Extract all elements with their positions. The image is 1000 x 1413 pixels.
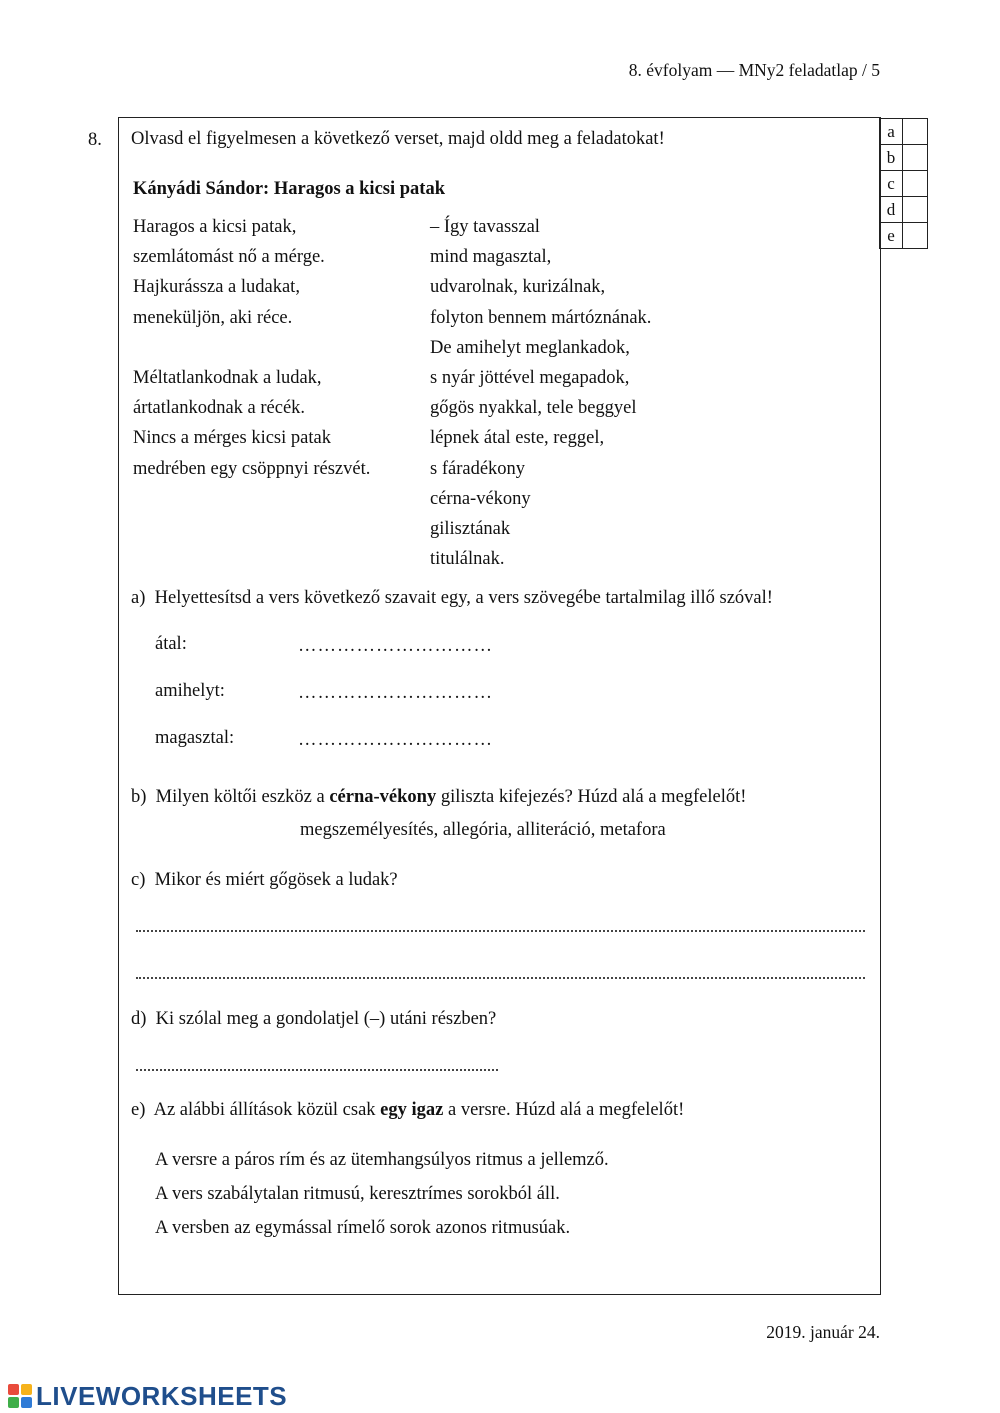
- statement-3[interactable]: A versben az egymással rímelő sorok azonos ritmusúak.: [155, 1218, 571, 1238]
- question-c: [131, 870, 398, 891]
- poem-line: lépnek átal este, reggel,: [430, 428, 605, 449]
- poem-stanza-gap: [133, 333, 370, 363]
- poem-column-right: [430, 212, 651, 574]
- score-label-a: a: [880, 119, 903, 145]
- poem-column-left: [133, 212, 370, 484]
- poem-line: folyton bennem mártóznának.: [430, 307, 652, 328]
- score-label-c: c: [880, 171, 903, 197]
- score-row: [880, 171, 928, 197]
- question-b-text-start: Milyen költői eszköz a: [155, 787, 330, 807]
- question-e-text-end: a versre. Húzd alá a megfelelőt!: [443, 1100, 685, 1120]
- score-cell-a[interactable]: [903, 119, 928, 145]
- question-b-options[interactable]: megszemélyesítés, allegória, alliteráció, metafora: [300, 820, 666, 840]
- answer-field-magasztal[interactable]: …………………………: [298, 730, 493, 750]
- score-table: [879, 118, 928, 249]
- poem-line: gőgös nyakkal, tele beggyel: [430, 398, 637, 419]
- poem-line: Méltatlankodnak a ludak,: [133, 367, 322, 388]
- question-e-text-start: Az alábbi állítások közül csak: [153, 1100, 381, 1120]
- score-label-e: e: [880, 223, 903, 249]
- poem-line: mind magasztal,: [430, 247, 552, 268]
- answer-line-d[interactable]: [136, 1069, 498, 1071]
- score-row: [880, 223, 928, 249]
- task-instruction: Olvasd el figyelmesen a következő verset, majd oldd meg a feladatokat!: [131, 129, 665, 149]
- question-a-text: Helyettesítsd a vers következő szavait egy, a vers szövegébe tartalmilag illő szóval!: [154, 588, 773, 608]
- score-cell-d[interactable]: [903, 197, 928, 223]
- answer-line-c-2[interactable]: [136, 977, 865, 979]
- footer-date: 2019. január 24.: [766, 1322, 880, 1342]
- score-label-d: d: [880, 197, 903, 223]
- word-amihelyt: amihelyt:: [155, 681, 225, 701]
- poem-line: szemlátomást nő a mérge.: [133, 247, 325, 268]
- poem-line: ártatlankodnak a récék.: [133, 398, 306, 419]
- question-b: [131, 787, 746, 808]
- poem-line: titulálnak.: [430, 549, 505, 570]
- question-d-text: Ki szólal meg a gondolatjel (–) utáni részben?: [155, 1009, 497, 1029]
- question-c-label: c): [131, 870, 146, 890]
- logo-square: [8, 1384, 19, 1395]
- question-a: [131, 588, 773, 609]
- score-cell-b[interactable]: [903, 145, 928, 171]
- statement-2[interactable]: A vers szabálytalan ritmusú, keresztrímes sorokból áll.: [155, 1184, 560, 1204]
- logo-square: [21, 1384, 32, 1395]
- score-cell-c[interactable]: [903, 171, 928, 197]
- liveworksheets-logo[interactable]: [8, 1381, 287, 1411]
- poem-line: Hajkurássza a ludakat,: [133, 277, 300, 298]
- poem-line: De amihelyt meglankadok,: [430, 337, 630, 358]
- logo-mark-icon: [8, 1384, 32, 1408]
- statement-1[interactable]: A versre a páros rím és az ütemhangsúlyos ritmus a jellemző.: [155, 1150, 609, 1170]
- question-b-label: b): [131, 787, 147, 807]
- poem-line: – Így tavasszal: [430, 217, 540, 237]
- poem-line: Haragos a kicsi patak,: [133, 217, 297, 237]
- word-magasztal: magasztal:: [155, 728, 235, 748]
- score-label-b: b: [880, 145, 903, 171]
- question-a-label: a): [131, 588, 146, 608]
- poem-title: Kányádi Sándor: Haragos a kicsi patak: [133, 179, 445, 199]
- answer-field-amihelyt[interactable]: …………………………: [298, 683, 493, 703]
- question-e: [131, 1100, 684, 1121]
- question-b-text-bold: cérna-vékony: [329, 787, 437, 807]
- task-number: 8.: [88, 130, 102, 150]
- poem-line: udvarolnak, kurizálnak,: [430, 277, 606, 298]
- poem-line: medrében egy csöppnyi részvét.: [133, 458, 371, 479]
- logo-text: LIVEWORKSHEETS: [36, 1380, 288, 1411]
- poem-line: s fáradékony: [430, 458, 526, 479]
- score-row: [880, 145, 928, 171]
- question-b-text-end: giliszta kifejezés? Húzd alá a megfelelőt!: [436, 787, 747, 807]
- poem-line: Nincs a mérges kicsi patak: [133, 428, 331, 449]
- logo-square: [21, 1397, 32, 1408]
- logo-square: [8, 1397, 19, 1408]
- question-d-label: d): [131, 1009, 147, 1029]
- question-d: [131, 1009, 496, 1030]
- answer-field-atal[interactable]: …………………………: [298, 636, 493, 656]
- score-row: [880, 197, 928, 223]
- word-atal: átal:: [155, 634, 187, 654]
- question-c-text: Mikor és miért gőgösek a ludak?: [154, 870, 398, 890]
- poem-line: gilisztának: [430, 518, 511, 539]
- question-e-text-bold: egy igaz: [380, 1100, 444, 1120]
- poem-line: cérna-vékony: [430, 488, 531, 509]
- poem-line: s nyár jöttével megapadok,: [430, 367, 630, 388]
- question-e-label: e): [131, 1100, 146, 1120]
- score-cell-e[interactable]: [903, 223, 928, 249]
- score-row: [880, 119, 928, 145]
- page-header: 8. évfolyam — MNy2 feladatlap / 5: [628, 60, 880, 80]
- answer-line-c-1[interactable]: [136, 930, 865, 932]
- poem-line: meneküljön, aki réce.: [133, 307, 293, 328]
